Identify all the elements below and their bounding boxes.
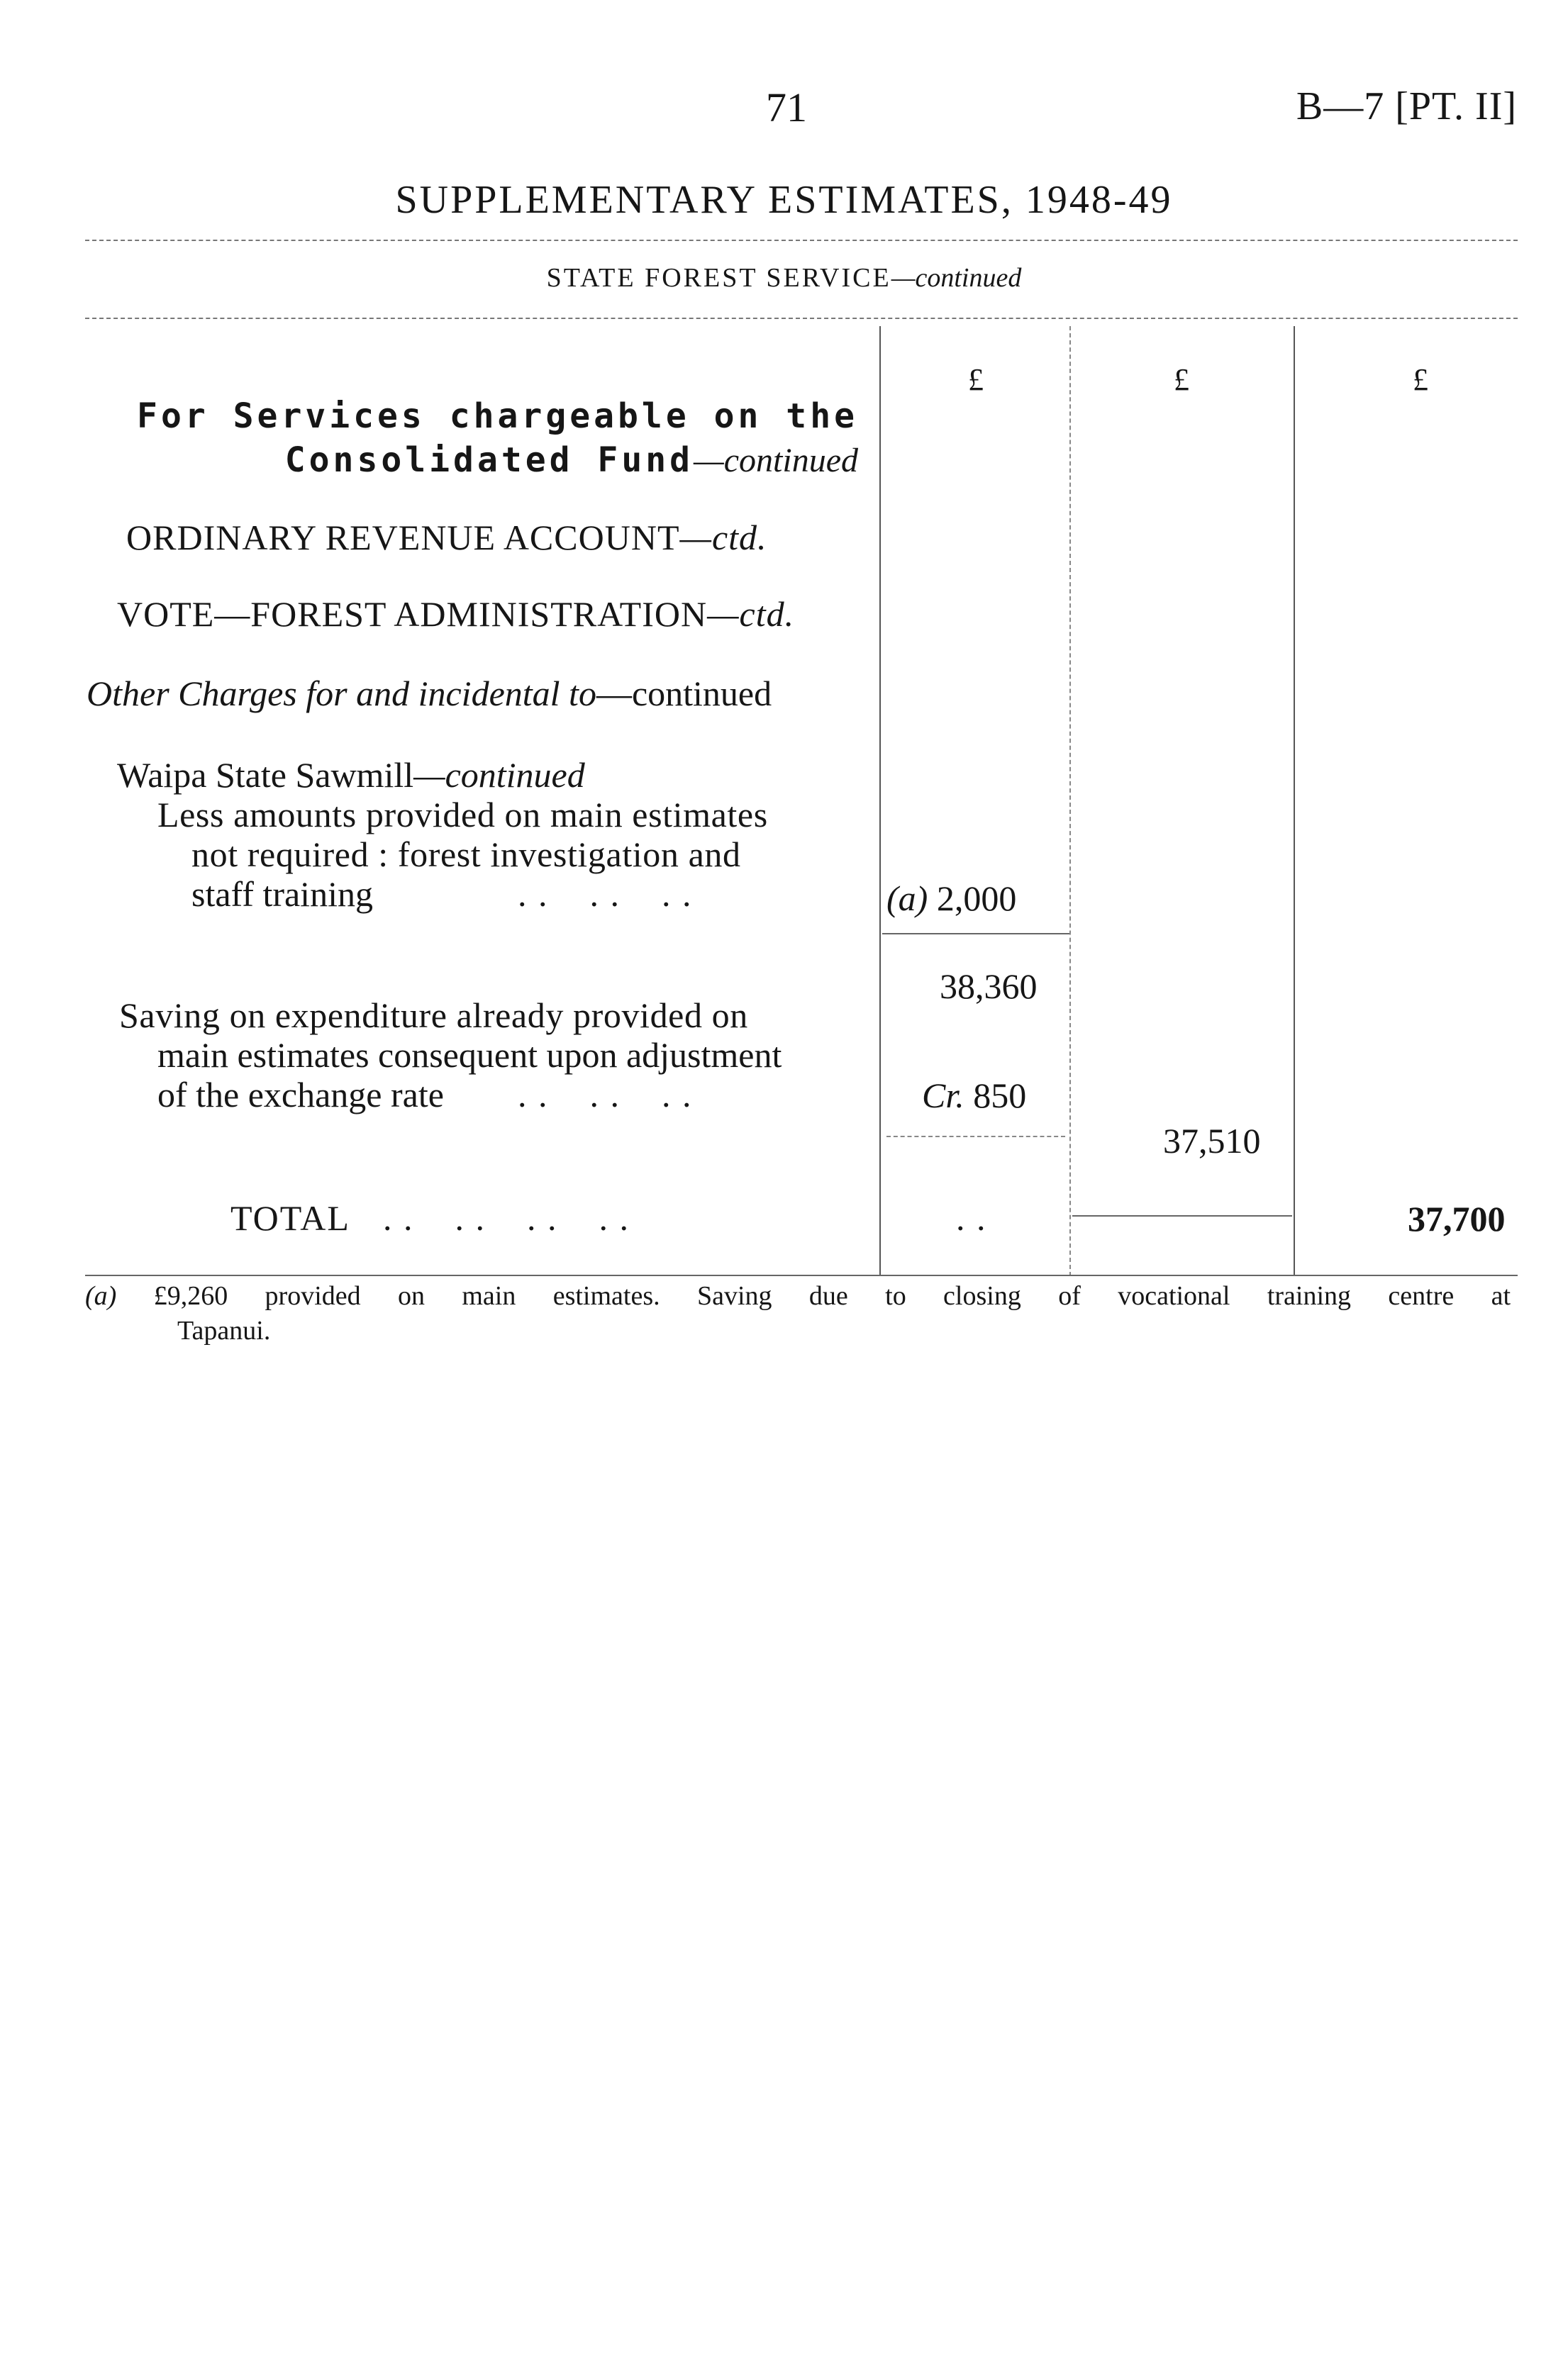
saving-prefix: Cr. [922, 1076, 964, 1115]
section-suffix: —continued [891, 263, 1022, 293]
currency-header-1: £ [968, 362, 984, 397]
net-amount: 37,510 [1163, 1121, 1261, 1161]
saving-amount [922, 1075, 1026, 1116]
column-rule-2 [1069, 326, 1071, 1276]
waipa-suffix: —continued [413, 755, 585, 795]
page-title: SUPPLEMENTARY ESTIMATES, 1948-49 [395, 178, 1173, 222]
services-heading [106, 394, 858, 483]
page-number: 71 [766, 84, 807, 130]
section-heading [0, 262, 1568, 294]
total-col1-leaders: . . [956, 1198, 987, 1238]
column-rule-1 [879, 326, 881, 1276]
saving-line-1: Saving on expenditure already provided on [119, 995, 748, 1035]
section-rule [85, 318, 1518, 319]
less-marker: (a) [886, 878, 928, 918]
footnote [85, 1280, 1511, 1312]
services-suffix: —continued [694, 442, 858, 479]
footnote-marker: (a) [85, 1281, 117, 1311]
net-underline [1072, 1215, 1292, 1217]
account-name: ORDINARY REVENUE ACCOUNT [126, 518, 680, 557]
footnote-continuation: Tapanui. [177, 1316, 271, 1346]
waipa-name: Waipa State Sawmill [117, 755, 414, 795]
services-line-1: For Services chargeable on the [137, 396, 858, 436]
column-rule-3 [1294, 326, 1295, 1276]
footnote-text: £9,260 provided on main estimates. Saving due to closing of vocational training centre at [153, 1281, 1511, 1311]
total-leaders: . . . . . . . . [383, 1198, 630, 1238]
less-underline [882, 933, 1069, 934]
less-line-3: staff training [191, 874, 373, 914]
other-charges-plain: —continued [596, 674, 772, 713]
saving-leaders: . . . . . . [518, 1075, 693, 1114]
saving-value: 850 [973, 1076, 1027, 1115]
services-fund: Consolidated Fund [284, 440, 694, 480]
currency-header-3: £ [1413, 362, 1428, 397]
other-charges-italic: Other Charges for and incidental to [87, 674, 596, 713]
less-value: 2,000 [936, 878, 1017, 918]
waipa-heading [117, 755, 585, 795]
table-bottom-rule [85, 1275, 1518, 1276]
less-amount [886, 878, 1016, 919]
vote-name: VOTE—FOREST ADMINISTRATION [117, 594, 708, 634]
services-line-2 [106, 438, 858, 483]
less-line-1: Less amounts provided on main estimates [157, 795, 768, 834]
title-rule [85, 240, 1518, 241]
total-label: TOTAL [230, 1198, 350, 1238]
other-charges-heading [87, 674, 772, 713]
less-leaders: . . . . . . [518, 874, 693, 914]
less-line-2: not required : forest investigation and [191, 834, 741, 874]
saving-underline [886, 1136, 1065, 1137]
section-name: STATE FOREST SERVICE [546, 263, 891, 293]
vote-suffix: —ctd. [707, 594, 795, 634]
account-heading [126, 518, 767, 557]
subtotal-amount: 38,360 [940, 966, 1038, 1006]
currency-header-2: £ [1174, 362, 1189, 397]
account-suffix: —ctd. [679, 518, 767, 557]
total-amount: 37,700 [1408, 1199, 1506, 1239]
saving-line-3: of the exchange rate [157, 1075, 444, 1114]
document-reference: B—7 [PT. II] [1296, 84, 1517, 128]
vote-heading [117, 594, 794, 634]
saving-line-2: main estimates consequent upon adjustment [157, 1035, 782, 1075]
